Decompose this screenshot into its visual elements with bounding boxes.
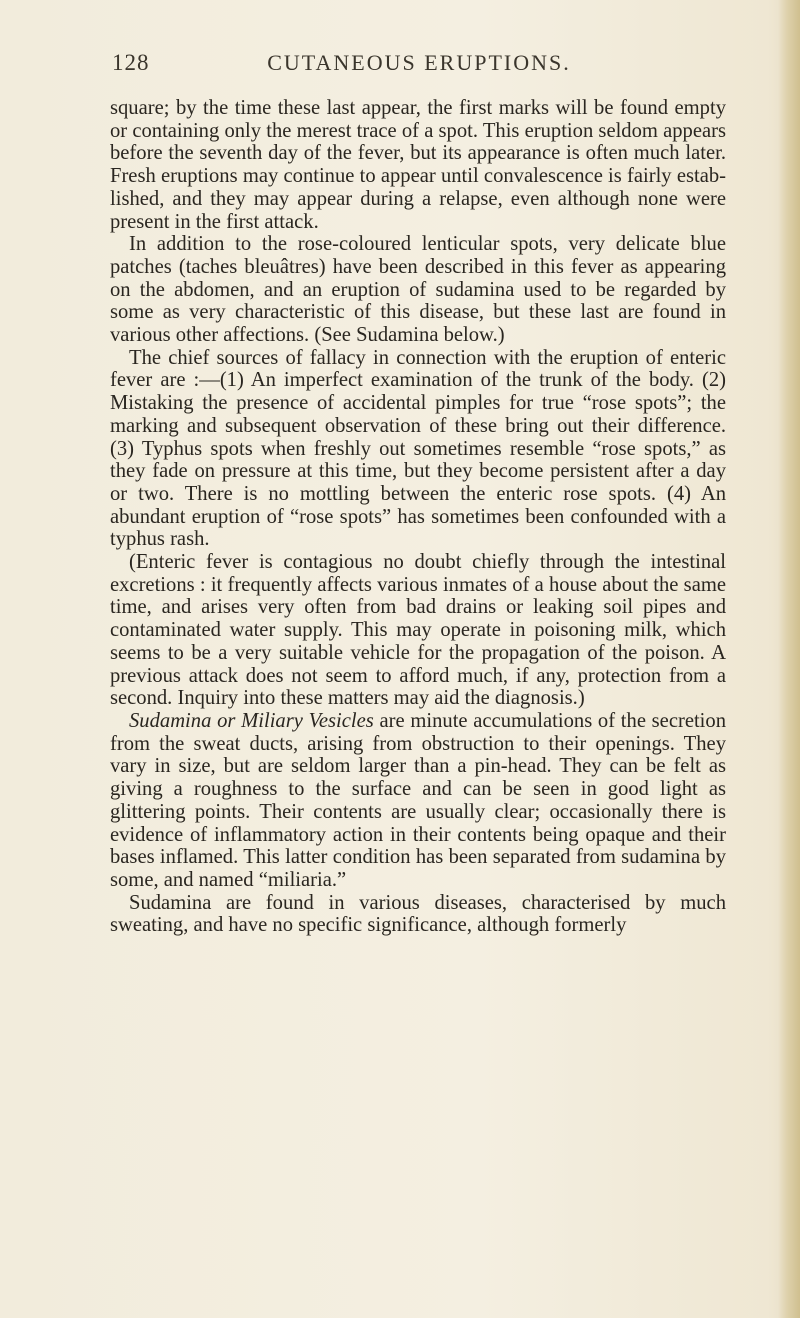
paragraph-text: The chief sources of fallacy in connection with the eruption of enteric fever are :—(1) An imperfect examination of the trunk of the body. (2) Mistaking the presence of accidental pimples for true “rose spots”; the marking and subsequent observation of these bring out their difference. (3) Typhus spots when freshly out sometimes resemble “rose spots,” as they fade on pressure at this time, but they become persistent after a day or two. There is no mottling between the enteric rose spots. (4) An abundant eruption of “rose spots” has sometimes been confounded with a typhus rash. — [110, 346, 726, 551]
page-header — [112, 50, 726, 80]
running-title: CUTANEOUS ERUPTIONS. — [267, 50, 571, 75]
page-number: 128 — [112, 50, 150, 75]
paragraph — [110, 551, 726, 710]
paragraph-text: Sudamina are found in various diseases, characterised by much sweating, and have no specific significance, although formerly — [110, 891, 726, 937]
paragraph — [110, 233, 726, 347]
paragraph-text: (Enteric fever is contagious no doubt chiefly through the intestinal excretions : it frequently affects various inmates of a house about the same time, and arises very often from bad drains or leaking soil pipes and contaminated water supply. This may operate in poisoning milk, which seems to be a very suitable vehicle for the propagation of the poison. A previous attack does not seem to afford much, if any, protection from a second. Inquiry into these matters may aid the diagnosis.) — [110, 551, 726, 710]
paragraph-text: are minute accumulations of the secretion from the sweat ducts, arising from obstruction to their openings. They vary in size, but are seldom larger than a pin-head. They can be felt as giving a roughness to the surface and can be seen in good light as glittering points. Their contents are usually clear; occasionally there is evidence of inflammatory action in their contents being opaque and their bases inflamed. This latter condition has been separated from sudamina by some, and named “miliaria.” — [110, 709, 726, 891]
paragraph — [110, 892, 726, 937]
paragraph — [110, 97, 726, 233]
paragraph — [110, 347, 726, 551]
paragraph-title: Sudamina or Miliary Vesicles — [129, 709, 374, 732]
paragraph-text: In addition to the rose-coloured lenticular spots, very delicate blue patches (taches bleuâtres) have been described in this fever as appearing on the abdomen, and an eruption of sudamina used to be regarded by some as very characteristic of this disease, but these last are found in various other affections. (See Sudamina below.) — [110, 233, 726, 347]
paragraph-text: square; by the time these last appear, the first marks will be found empty or containing only the merest trace of a spot. This eruption seldom appears before the seventh day of the fever, but its appearance is often much later. Fresh eruptions may continue to appear until convalescence is fairly established, and they may appear during a relapse, even although none were present in the first attack. — [110, 97, 726, 233]
page-edge-shadow — [778, 0, 800, 1318]
paragraph — [110, 710, 726, 892]
text-body — [110, 97, 726, 937]
